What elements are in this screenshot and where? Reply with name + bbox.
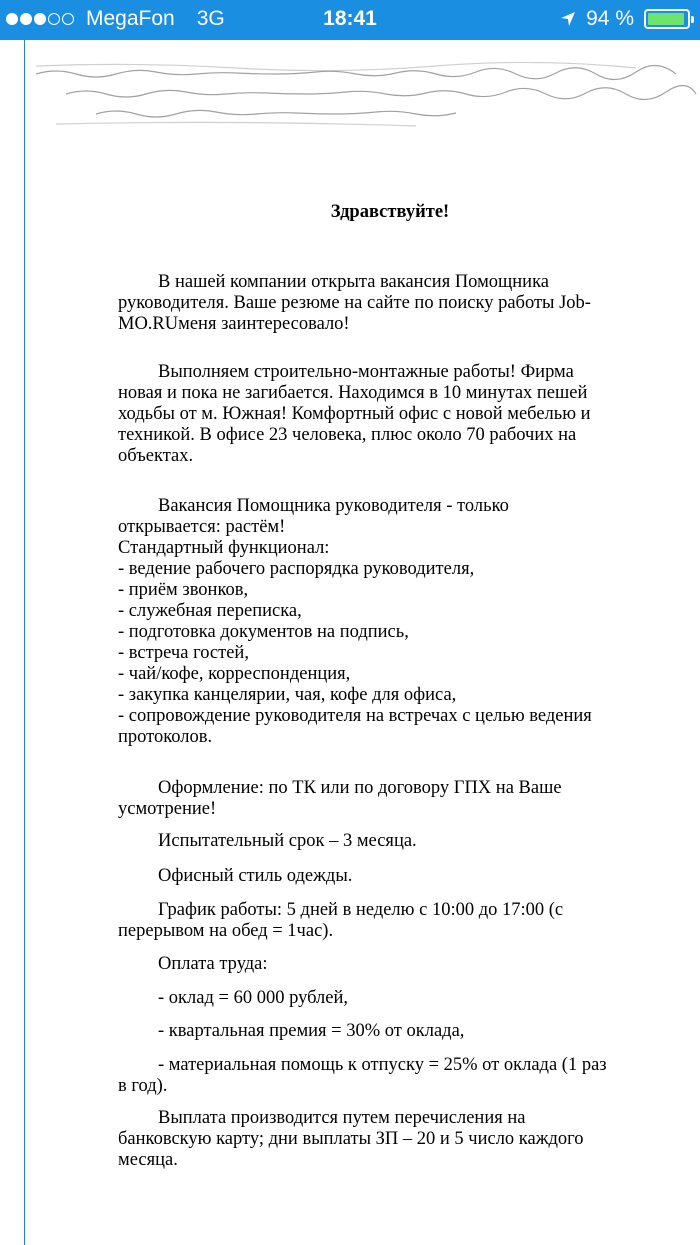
function-item: - ведение рабочего распорядка руководителя, [118,559,475,579]
function-item: - встреча гостей, [118,643,249,663]
function-item: протоколов. [118,727,213,747]
payment-line: Выплата производится путем перечисления на [158,1108,526,1128]
function-item: - приём звонков, [118,580,249,600]
status-bar [0,0,700,40]
function-item: - сопровождение руководителя на встречах с целью ведения [118,706,592,726]
intro-line: MO.RUменя заинтересовало! [118,314,350,334]
aid-line: - материальная помощь к отпуску = 25% от оклада (1 раз [158,1055,607,1075]
clock: 18:41 [323,7,377,30]
carrier-name: MegaFon [86,7,175,30]
function-item: - закупка канцелярии, чая, кофе для офиса, [118,685,457,705]
page-left-border [24,40,25,1245]
function-item: - подготовка документов на подпись, [118,622,409,642]
pay-title: Оплата труда: [158,954,268,974]
handwriting-header-decoration [36,62,700,132]
company-line: техникой. В офисе 23 человека, плюс около 70 рабочих на [118,425,577,445]
payment-line: банковскую карту; дни выплаты ЗП – 20 и 5 число каждого [118,1129,584,1149]
company-line: Выполняем строительно-монтажные работы! Фирма [158,362,574,382]
location-arrow-icon [560,11,576,27]
greeting-heading: Здравствуйте! [330,202,450,222]
salary-line: - оклад = 60 000 рублей, [158,988,348,1008]
company-line: объектах. [118,446,194,466]
vacancy-line: Вакансия Помощника руководителя - только [158,496,509,516]
company-line: новая и пока не загибается. Находимся в 10 минутах пешей [118,383,588,403]
registration-line: усмотрение! [118,799,217,819]
schedule-line: График работы: 5 дней в неделю с 10:00 до 17:00 (с [158,900,564,920]
function-item: - чай/кофе, корреспонденция, [118,664,351,684]
aid-line: в год). [118,1076,168,1096]
functions-title: Стандартный функционал: [118,538,330,558]
function-item: - служебная переписка, [118,601,302,621]
network-type: 3G [196,7,225,30]
registration-line: Оформление: по ТК или по договору ГПХ на Ваше [158,778,562,798]
intro-line: руководителя. Ваше резюме на сайте по поиску работы Job- [118,293,591,313]
battery-percent: 94 % [586,7,634,30]
payment-line: месяца. [118,1150,178,1170]
probation-line: Испытательный срок – 3 месяца. [158,831,417,851]
intro-line: В нашей компании открыта вакансия Помощника [158,272,550,292]
company-line: ходьбы от м. Южная! Комфортный офис с новой мебелью и [118,404,591,424]
bonus-line: - квартальная премия = 30% от оклада, [158,1021,465,1041]
dress-code-line: Офисный стиль одежды. [158,866,353,886]
battery-level-fill [648,13,684,25]
battery-icon [644,9,690,29]
schedule-line: перерывом на обед = 1час). [118,921,334,941]
vacancy-line: открывается: растём! [118,517,286,537]
